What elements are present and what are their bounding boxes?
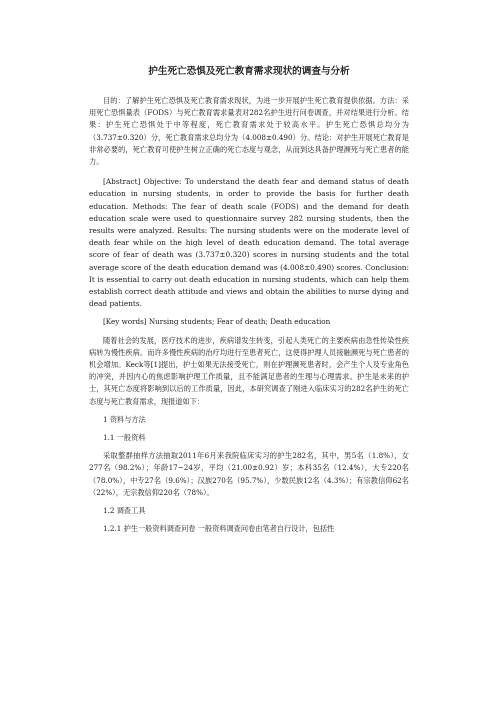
paper-title: 护生死亡恐惧及死亡教育需求现状的调查与分析	[148, 66, 350, 77]
section-heading-questionnaire: 1.2.1 护生一般资料调查问卷 一般资料调查问卷由笔者自行设计，包括性	[103, 524, 335, 534]
section-heading-survey-tools: 1.2 调查工具	[103, 506, 146, 516]
section-heading-general-data: 1.1 一般资料	[103, 433, 146, 443]
abstract-english: [Abstract] Objective: To understand the death fear and demand status of death education in nursing students, in order to provide the basis for further death education. Methods: The fear of death scale (FODS) and the demand for death education scale were used to questionnaire survey 282 nursing students, then the results were analyzed. Results: The nursing students were on the moderate level of death fear while on the high level of death education demand. The total average score of fear of death was (3.737±0.320) scores in nursing students and the total average score of the death education demand was (4.008±0.490) scores. Conclusion: It is essential to carry out death education in nursing students, which can help them establish correct death attitude and views and obtain the abilities to nurse dying and dead patients.	[89, 177, 409, 309]
section-heading-materials-methods: 1 资料与方法	[103, 414, 146, 424]
introduction-paragraph: 随着社会的发展，医疗技术的进步，疾病谱发生转变，引起人类死亡的主要疾病由急性传染性疾病转为慢性疾病。而许多慢性疾病的治疗均进行至患者死亡，这使得护理人员接触濒死与死亡患者的机会增加。Keck等[1]提出，护士如果无法接受死亡，则在护理濒死患者时，会产生个人及专业角色的冲突，并因内心的焦虑影响护理工作质量，且不能满足患者的生理与心理需求。护生是未来的护士，其死亡态度将影响到以后的工作质量，因此，本研究调查了刚进入临床实习的282名护生的死亡态度与死亡教育需求，现报道如下：	[89, 335, 409, 406]
abstract-chinese: 目的：了解护生死亡恐惧及死亡教育需求现状，为进一步开展护生死亡教育提供依据。方法：采用死亡恐惧量表（FODS）与死亡教育需求量表对282名护生进行问卷调查，并对结果进行分析。结果：护生死亡恐惧处于中等程度，死亡教育需求处于较高水平。护生死亡恐惧总均分为（3.737±0.320）分，死亡教育需求总均分为（4.008±0.490）分。结论：对护生开展死亡教育是非常必要的，死亡教育可使护生树立正确的死亡态度与观念，从而到达具备护理濒死与死亡患者的能力。	[89, 96, 409, 167]
keywords: [Key words] Nursing students; Fear of death; Death education	[103, 317, 331, 327]
paper-page	[89, 66, 409, 536]
general-data-paragraph: 采取整群抽样方法抽取2011年6月来我院临床实习的护生282名，其中，男5名（1.8%），女277名（98.2%）；年龄17~24岁，平均（21.00±0.92）岁；本科35名（12.4%），大专220名（78.0%），中专27名（9.6%）；汉族270名（95.7%），少数民族12名（4.3%）；有宗教信仰62名（22%），无宗教信仰220名（78%）。	[89, 451, 409, 497]
